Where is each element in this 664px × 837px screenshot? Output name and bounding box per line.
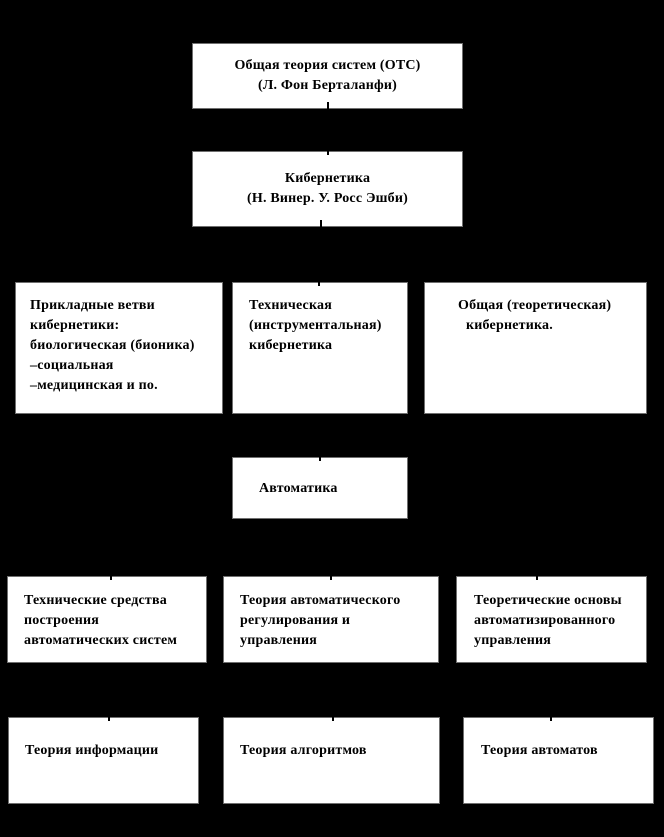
node-general-systems-theory [192, 43, 463, 109]
node-cybernetics [192, 151, 463, 227]
node-line: Общая (теоретическая) [458, 298, 612, 313]
node-line: кибернетики: [30, 318, 120, 333]
node-line: Теоретические основы [474, 593, 622, 608]
node-line: автоматизированного [474, 613, 616, 628]
node-line: построения [24, 613, 100, 628]
node-line: кибернетика [249, 338, 333, 353]
connector-stub [536, 572, 538, 580]
node-line: Теория алгоритмов [240, 743, 367, 758]
connector-stub [332, 713, 334, 721]
connector-stub [110, 572, 112, 580]
connector-stub [108, 713, 110, 721]
node-line: Теория автоматического [240, 593, 401, 608]
node-line: Технические средства [24, 593, 167, 608]
node-automatics [232, 457, 408, 519]
connector-stub [327, 102, 329, 110]
connector-stub [319, 453, 321, 461]
node-applied-branches [15, 282, 223, 414]
node-line: (инструментальная) [249, 318, 382, 333]
node-automata-theory [463, 717, 654, 804]
node-line: Техническая [249, 298, 332, 313]
connector-stub [550, 713, 552, 721]
node-information-theory [8, 717, 199, 804]
node-line: –социальная [30, 358, 114, 373]
node-line: Теория автоматов [481, 743, 598, 758]
node-technical-cybernetics [232, 282, 408, 414]
node-line: управления [474, 633, 552, 648]
node-line: кибернетика. [466, 318, 553, 333]
node-line: Кибернетика [284, 171, 371, 186]
node-line: Теория информации [25, 743, 159, 758]
node-general-cybernetics [424, 282, 647, 414]
node-line: автоматических систем [24, 633, 178, 648]
node-line: –медицинская и по. [30, 378, 158, 393]
connector-stub [327, 147, 329, 155]
connector-stub [320, 220, 322, 228]
node-line: управления [240, 633, 318, 648]
connector-stub [330, 572, 332, 580]
node-line: регулирования и [240, 613, 351, 628]
connector-stub [318, 278, 320, 286]
node-line: Прикладные ветви [30, 298, 155, 313]
node-line: Общая теория систем (ОТС) [234, 58, 421, 73]
node-line: (Н. Винер. У. Росс Эшби) [247, 191, 408, 206]
node-algorithm-theory [223, 717, 440, 804]
node-line: Автоматика [259, 481, 338, 496]
node-line: (Л. Фон Берталанфи) [257, 78, 398, 93]
node-automatic-control-theory [223, 576, 439, 663]
node-technical-means [7, 576, 207, 663]
node-line: биологическая (бионика) [30, 338, 195, 353]
node-theoretical-foundations [456, 576, 647, 663]
